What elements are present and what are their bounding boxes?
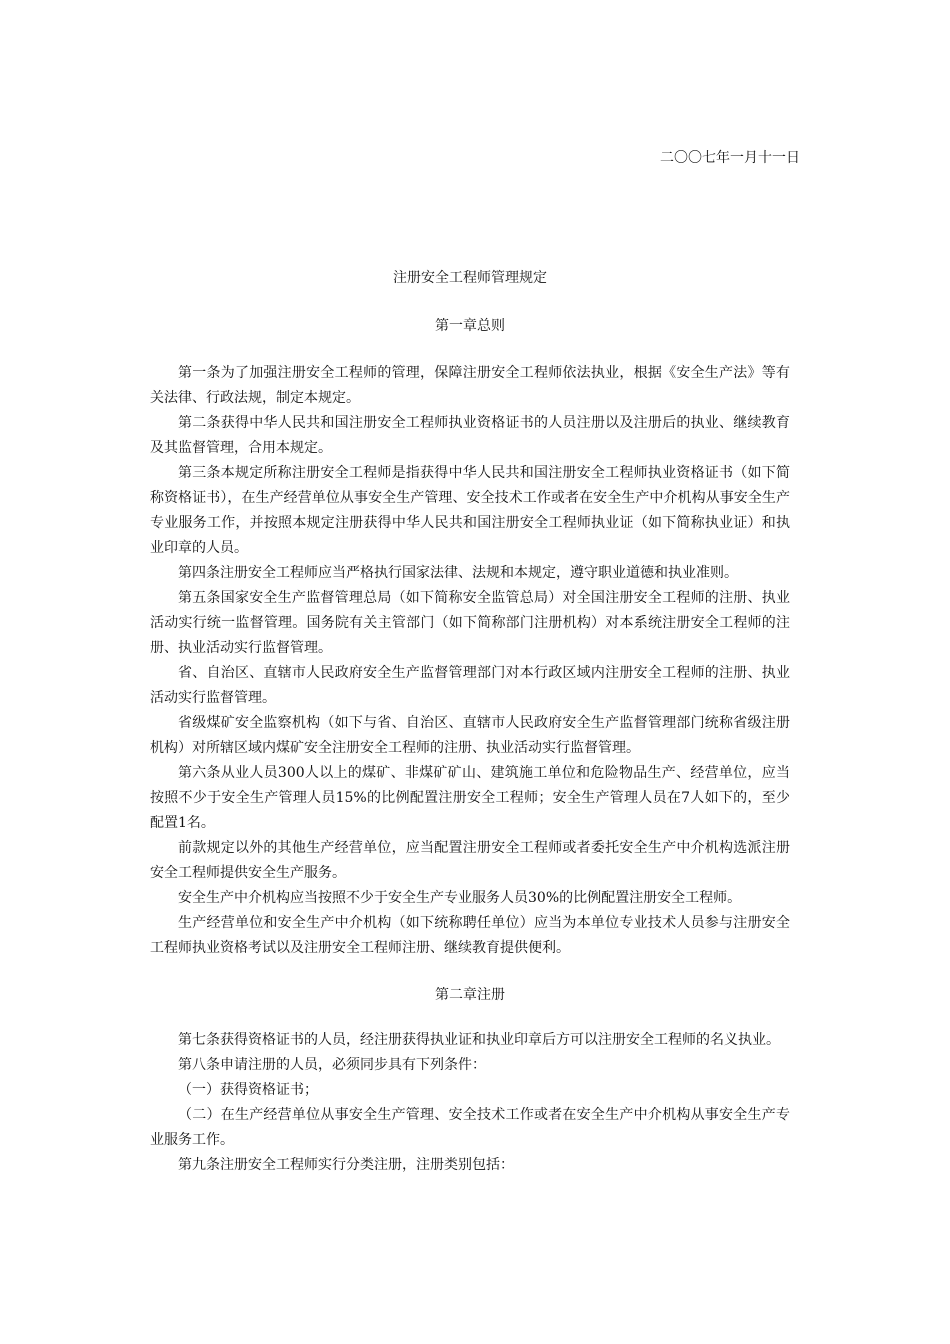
- article-8-item-1: （一）获得资格证书；: [178, 1082, 318, 1098]
- article-9-paragraph: 第九条注册安全工程师实行分类注册，注册类别包括：: [178, 1157, 514, 1173]
- article-2-paragraph: 第二条获得中华人民共和国注册安全工程师执业资格证书的人员注册以及注册后的执业、继续教育及其监督管理，合用本规定。: [150, 415, 790, 456]
- article-8-item-2: （二）在生产经营单位从事安全生产管理、安全技术工作或者在安全生产中介机构从事安全生产专业服务工作。: [150, 1107, 790, 1148]
- article-5-paragraph: 第五条国家安全生产监督管理总局（如下简称安全监管总局）对全国注册安全工程师的注册、执业活动实行统一监督管理。国务院有关主管部门（如下简称部门注册机构）对本系统注册安全工程师的注册、执业活动实行监督管理。: [150, 590, 790, 656]
- chapter-1-body: [150, 361, 790, 961]
- article-6-other-units-paragraph: 前款规定以外的其他生产经营单位，应当配置注册安全工程师或者委托安全生产中介机构选派注册安全工程师提供安全生产服务。: [150, 840, 790, 881]
- chapter-2-heading: 第二章注册: [435, 987, 505, 1003]
- article-3-paragraph: 第三条本规定所称注册安全工程师是指获得中华人民共和国注册安全工程师执业资格证书（如下简称资格证书），在生产经营单位从事安全生产管理、安全技术工作或者在安全生产中介机构从事安全生产专业服务工作，并按照本规定注册获得中华人民共和国注册安全工程师执业证（如下简称执业证）和执业印章的人员。: [150, 465, 790, 556]
- article-6-agency-paragraph: 安全生产中介机构应当按照不少于安全生产专业服务人员30%的比例配置注册安全工程师。: [178, 890, 742, 906]
- article-7-paragraph: 第七条获得资格证书的人员，经注册获得执业证和执业印章后方可以注册安全工程师的名义执业。: [178, 1032, 780, 1048]
- document-date: 二〇〇七年一月十一日: [660, 150, 800, 166]
- article-1-paragraph: 第一条为了加强注册安全工程师的管理，保障注册安全工程师依法执业，根据《安全生产法》等有关法律、行政法规，制定本规定。: [150, 365, 790, 406]
- article-6-employer-paragraph: 生产经营单位和安全生产中介机构（如下统称聘任单位）应当为本单位专业技术人员参与注册安全工程师执业资格考试以及注册安全工程师注册、继续教育提供便利。: [150, 915, 790, 956]
- document-title: 注册安全工程师管理规定: [393, 270, 547, 286]
- article-6-paragraph: 第六条从业人员300人以上的煤矿、非煤矿矿山、建筑施工单位和危险物品生产、经营单位，应当按照不少于安全生产管理人员15%的比例配置注册安全工程师；安全生产管理人员在7人如下的，至少配置1名。: [150, 765, 790, 831]
- article-4-paragraph: 第四条注册安全工程师应当严格执行国家法律、法规和本规定，遵守职业道德和执业准则。: [178, 565, 738, 581]
- chapter-2-body: [150, 1028, 790, 1178]
- chapter-1-heading: 第一章总则: [435, 318, 505, 334]
- article-5-coal-paragraph: 省级煤矿安全监察机构（如下与省、自治区、直辖市人民政府安全生产监督管理部门统称省级注册机构）对所辖区域内煤矿安全注册安全工程师的注册、执业活动实行监督管理。: [150, 715, 790, 756]
- article-8-paragraph: 第八条申请注册的人员，必须同步具有下列条件：: [178, 1057, 486, 1073]
- article-5-provincial-paragraph: 省、自治区、直辖市人民政府安全生产监督管理部门对本行政区域内注册安全工程师的注册、执业活动实行监督管理。: [150, 665, 790, 706]
